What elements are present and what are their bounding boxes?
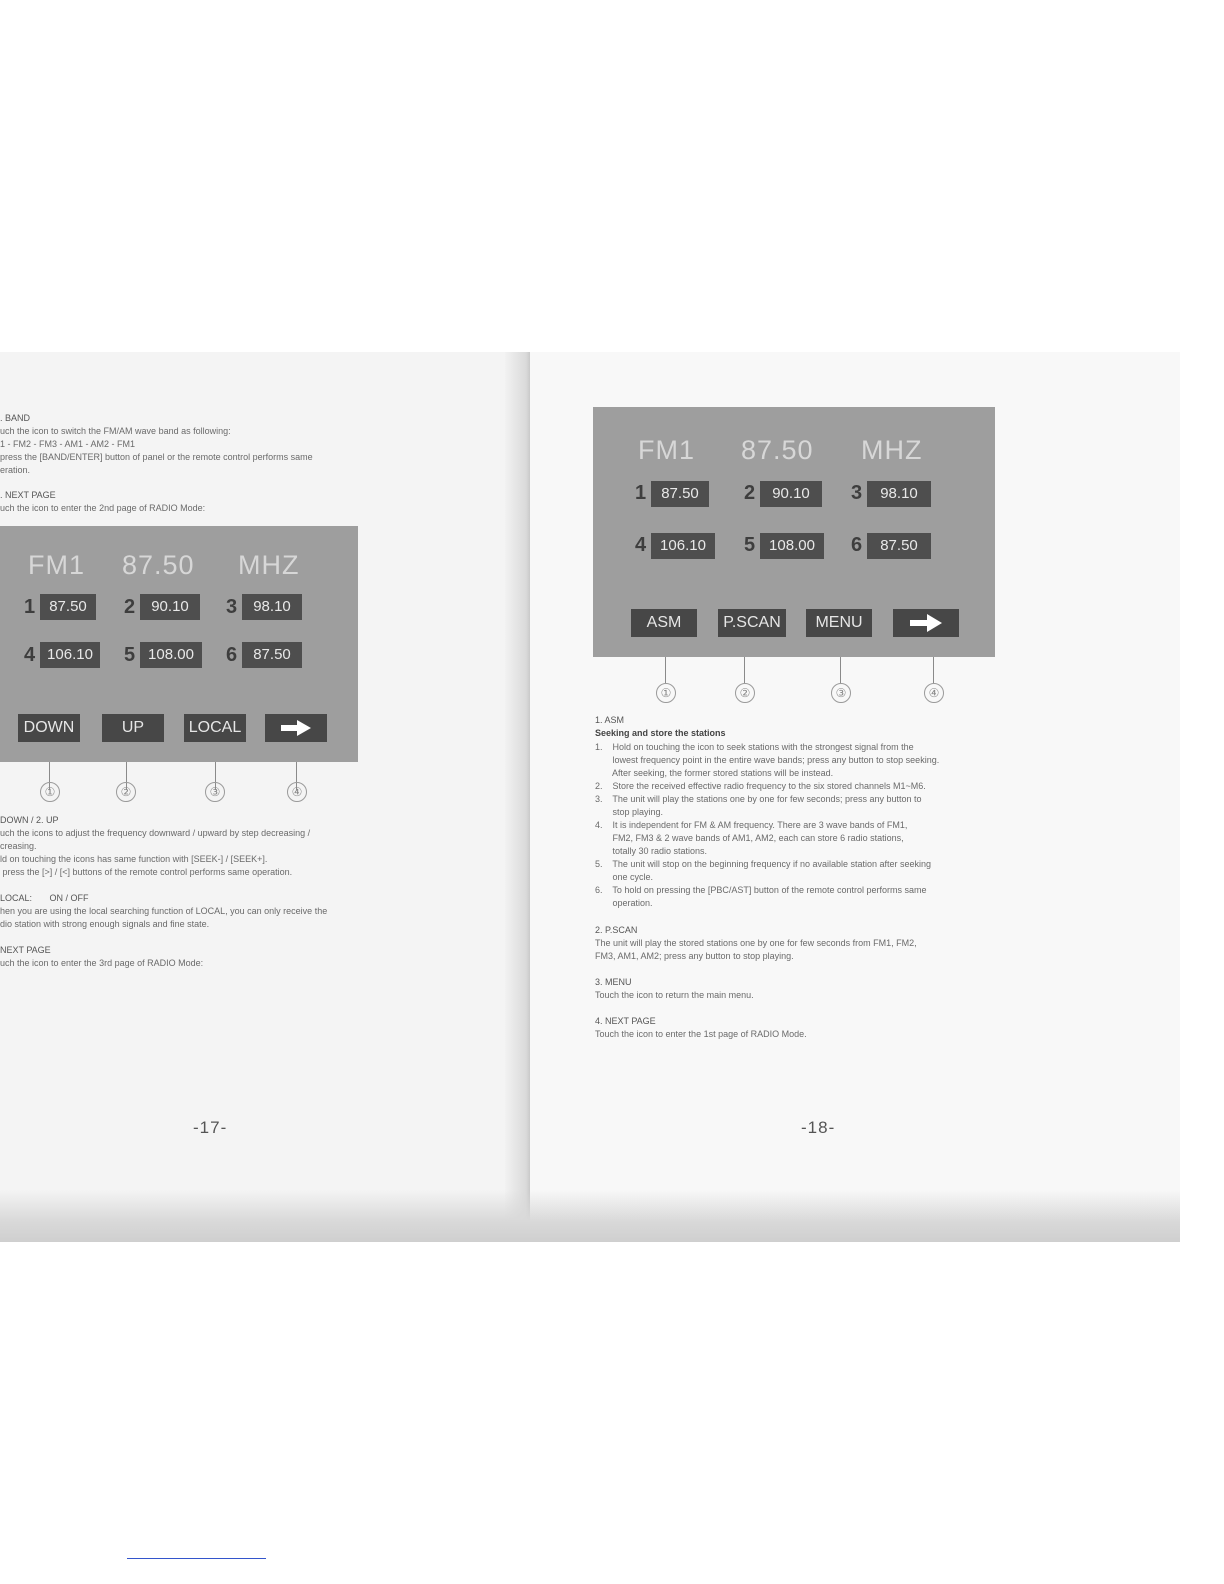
callout-3: ③ [205,782,225,802]
band-label: FM1 [28,550,85,580]
menu-button[interactable]: MENU [806,609,872,637]
preset-number: 1 [635,482,647,504]
asm-line: operation. [595,898,653,908]
callout-1: ① [656,683,676,703]
callout-leader [933,657,934,683]
preset-number: 2 [744,482,756,504]
local-line: hen you are using the local searching function of LOCAL, you can only receive the [0,906,328,916]
frequency-readout: 87.50 [122,550,195,580]
asm-button[interactable]: ASM [631,609,697,637]
next-page-heading: . NEXT PAGE [0,490,56,500]
preset-number: 2 [124,596,136,618]
link-underline [127,1558,266,1559]
next-page-3-heading: NEXT PAGE [0,945,51,955]
note-line: creasing. [0,841,37,851]
preset-button-2[interactable]: 90.10 [140,594,200,620]
up-button[interactable]: UP [102,714,164,742]
preset-button-3[interactable]: 98.10 [242,594,302,620]
callout-2: ② [735,683,755,703]
band-line-3: press the [BAND/ENTER] button of panel or the remote control performs same [0,452,313,462]
local-heading: LOCAL: ON / OFF [0,893,89,903]
asm-line: 3. The unit will play the stations one by one for few seconds; press any button to [595,794,922,804]
pscan-button[interactable]: P.SCAN [718,609,786,637]
callout-1: ① [40,782,60,802]
asm-line: 5. The unit will stop on the beginning frequency if no available station after seeking [595,859,932,869]
next-page-button[interactable] [265,714,327,742]
next-page-line: uch the icon to enter the 2nd page of RADIO Mode: [0,503,206,513]
callout-3: ③ [831,683,851,703]
asm-line: 1. Hold on touching the icon to seek stations with the strongest signal from the [595,742,914,752]
radio-screen-page1 [593,407,995,657]
page-number: -17- [193,1118,228,1137]
pscan-line: FM3, AM1, AM2; press any button to stop playing. [595,951,794,961]
arrow-right-icon [910,614,942,632]
preset-button-4[interactable]: 106.10 [40,642,100,668]
band-line-2: 1 - FM2 - FM3 - AM1 - AM2 - FM1 [0,439,136,449]
page-shadow [0,1190,1180,1242]
arrow-right-icon [281,720,311,736]
preset-number: 5 [744,534,756,556]
unit-label: MHZ [861,435,923,465]
preset-number: 1 [24,596,36,618]
preset-number: 6 [226,644,238,666]
preset-number: 4 [24,644,36,666]
next-page-heading: 4. NEXT PAGE [595,1016,656,1026]
asm-line: 6. To hold on pressing the [PBC/AST] button of the remote control performs same [595,885,927,895]
asm-line: stop playing. [595,807,664,817]
band-label: FM1 [638,435,695,465]
asm-line: 2. Store the received effective radio frequency to the six stored channels M1~M6. [595,781,926,791]
down-up-heading: DOWN / 2. UP [0,815,59,825]
page-18 [530,352,1180,1242]
asm-line: lowest frequency point in the entire wave bands; press any button to stop seeking. [595,755,940,765]
callout-leader [744,657,745,683]
page-17 [0,352,526,1242]
manual-spread [0,352,1180,1242]
band-line-1: uch the icon to switch the FM/AM wave band as following: [0,426,231,436]
callout-4: ④ [924,683,944,703]
asm-line: one cycle. [595,872,654,882]
radio-screen-page2 [0,526,358,762]
callout-leader [840,657,841,683]
menu-line: Touch the icon to return the main menu. [595,990,754,1000]
asm-subheading: Seeking and store the stations [595,728,726,738]
preset-number: 3 [851,482,863,504]
note-line: ld on touching the icons has same function with [SEEK-] / [SEEK+]. [0,854,268,864]
next-page-3-line: uch the icon to enter the 3rd page of RADIO Mode: [0,958,204,968]
frequency-readout: 87.50 [741,435,814,465]
note-line: uch the icons to adjust the frequency downward / upward by step decreasing / [0,828,311,838]
preset-button-5[interactable]: 108.00 [140,642,202,668]
asm-heading: 1. ASM [595,715,625,725]
preset-number: 6 [851,534,863,556]
preset-button-4[interactable]: 106.10 [651,533,715,559]
preset-button-1[interactable]: 87.50 [651,481,709,507]
asm-line: totally 30 radio stations. [595,846,708,856]
local-line: dio station with strong enough signals and fine state. [0,919,210,929]
preset-button-1[interactable]: 87.50 [40,594,96,620]
asm-line: FM2, FM3 & 2 wave bands of AM1, AM2, each can store 6 radio stations, [595,833,904,843]
note-line: press the [>] / [<] buttons of the remote control performs same operation. [0,867,293,877]
next-page-line: Touch the icon to enter the 1st page of RADIO Mode. [595,1029,807,1039]
preset-number: 3 [226,596,238,618]
preset-number: 4 [635,534,647,556]
callout-leader [665,657,666,683]
preset-button-6[interactable]: 87.50 [242,642,302,668]
pscan-heading: 2. P.SCAN [595,925,638,935]
preset-button-6[interactable]: 87.50 [867,533,931,559]
callout-2: ② [116,782,136,802]
page-number: -18- [801,1118,836,1137]
band-heading: . BAND [0,413,31,423]
band-line-4: eration. [0,465,31,475]
next-page-button[interactable] [893,609,959,637]
local-button[interactable]: LOCAL [184,714,246,742]
pscan-line: The unit will play the stored stations one by one for few seconds from FM1, FM2, [595,938,917,948]
preset-button-5[interactable]: 108.00 [760,533,824,559]
callout-4: ④ [287,782,307,802]
preset-button-2[interactable]: 90.10 [760,481,822,507]
asm-line: After seeking, the former stored stations will be instead. [595,768,834,778]
menu-heading: 3. MENU [595,977,632,987]
down-button[interactable]: DOWN [18,714,80,742]
unit-label: MHZ [238,550,300,580]
preset-number: 5 [124,644,136,666]
asm-line: 4. It is independent for FM & AM frequency. There are 3 wave bands of FM1, [595,820,908,830]
preset-button-3[interactable]: 98.10 [867,481,931,507]
